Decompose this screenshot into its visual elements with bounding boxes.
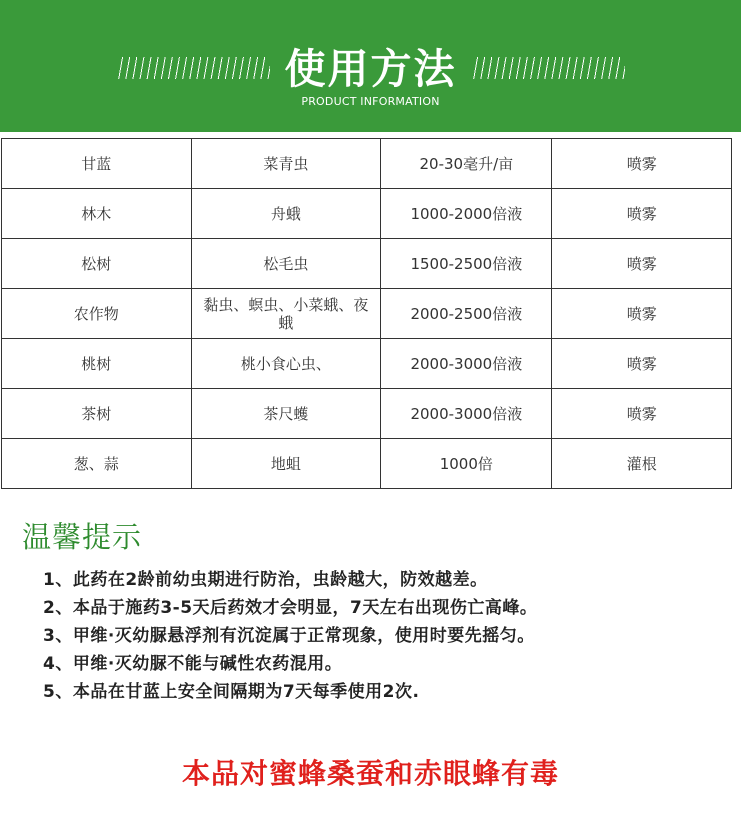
pest-cell: 菜青虫 [191, 139, 381, 189]
pest-cell: 茶尺蠖 [191, 389, 381, 439]
pest-cell: 舟蛾 [191, 189, 381, 239]
toxicity-warning: 本品对蜜蜂桑蚕和赤眼蜂有毒 [181, 757, 559, 790]
pest-cell: 松毛虫 [191, 239, 381, 289]
crop-cell: 葱、蒜 [2, 439, 192, 489]
method-cell: 喷雾 [552, 189, 732, 239]
dosage-cell: 1500-2500倍液 [381, 239, 552, 289]
dosage-cell: 1000倍 [381, 439, 552, 489]
table-row [2, 339, 732, 389]
tip-item: 5、本品在甘蓝上安全间隔期为7天每季使用2次. [43, 682, 420, 702]
dosage-cell: 1000-2000倍液 [381, 189, 552, 239]
method-cell: 喷雾 [552, 339, 732, 389]
method-cell: 灌根 [552, 439, 732, 489]
table-row [2, 139, 732, 189]
tip-item: 2、本品于施药3-5天后药效才会明显，7天左右出现伤亡高峰。 [43, 598, 538, 618]
usage-table [1, 138, 732, 489]
dosage-cell: 20-30毫升/亩 [381, 139, 552, 189]
tips-title: 温馨提示 [22, 520, 143, 554]
dosage-cell: 2000-2500倍液 [381, 289, 552, 339]
page-title: 使用方法 [284, 45, 457, 93]
tip-item: 3、甲维·灭幼脲悬浮剂有沉淀属于正常现象，使用时要先摇匀。 [43, 626, 535, 646]
tips-list [43, 568, 537, 708]
crop-cell: 茶树 [2, 389, 192, 439]
method-cell: 喷雾 [552, 239, 732, 289]
pest-cell: 地蛆 [191, 439, 381, 489]
crop-cell: 林木 [2, 189, 192, 239]
method-cell: 喷雾 [552, 289, 732, 339]
crop-cell: 桃树 [2, 339, 192, 389]
page-subtitle: PRODUCT INFORMATION [301, 95, 440, 108]
method-cell: 喷雾 [552, 139, 732, 189]
table-row [2, 289, 732, 339]
table-row [2, 189, 732, 239]
header-banner [0, 0, 741, 132]
pest-cell: 黏虫、螟虫、小菜蛾、夜蛾 [191, 289, 381, 339]
dosage-cell: 2000-3000倍液 [381, 389, 552, 439]
tip-item: 4、甲维·灭幼脲不能与碱性农药混用。 [43, 654, 343, 674]
table-row [2, 239, 732, 289]
dosage-cell: 2000-3000倍液 [381, 339, 552, 389]
tip-item: 1、此药在2龄前幼虫期进行防治，虫龄越大，防效越差。 [43, 570, 488, 590]
crop-cell: 农作物 [2, 289, 192, 339]
table-row [2, 389, 732, 439]
crop-cell: 松树 [2, 239, 192, 289]
crop-cell: 甘蓝 [2, 139, 192, 189]
decorative-hatch-right [473, 57, 625, 79]
pest-cell: 桃小食心虫、 [191, 339, 381, 389]
table-row [2, 439, 732, 489]
method-cell: 喷雾 [552, 389, 732, 439]
